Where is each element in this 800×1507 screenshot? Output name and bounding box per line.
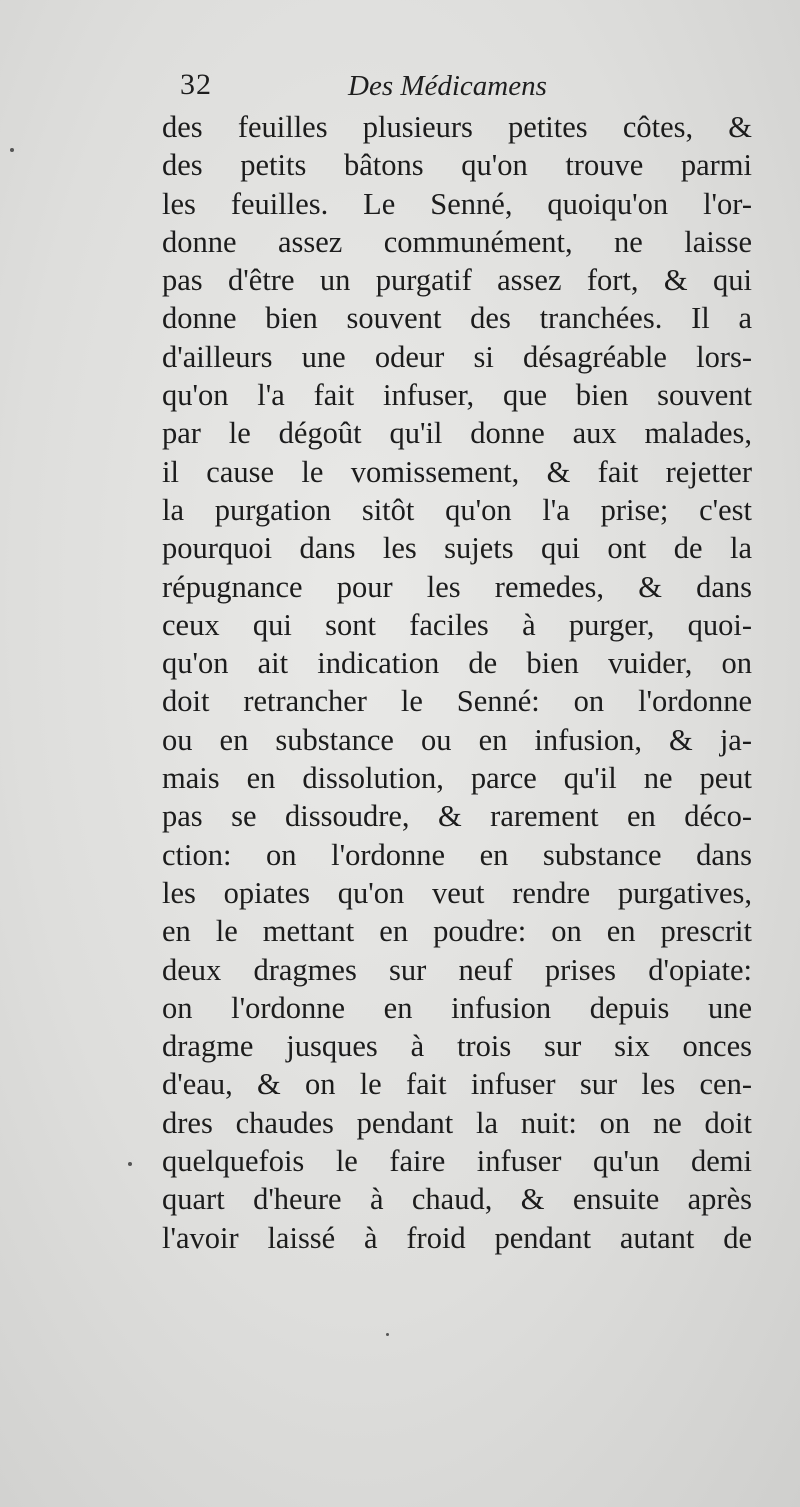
text-line: d'ailleurs une odeur si désagréable lors- <box>162 339 752 374</box>
text-line: des petits bâtons qu'on trouve parmi <box>162 148 752 183</box>
paper-speck <box>128 1162 132 1166</box>
paper-speck <box>386 1333 389 1336</box>
text-line: quelquefois le faire infuser qu'un demi <box>162 1144 752 1179</box>
text-line: deux dragmes sur neuf prises d'opiate: <box>162 952 752 987</box>
text-line: pourquoi dans les sujets qui ont de la <box>162 531 752 566</box>
text-line: répugnance pour les remedes, & dans <box>162 569 752 604</box>
text-line: donne bien souvent des tranchées. Il a <box>162 301 752 336</box>
text-line: donne assez communément, ne laisse <box>162 224 752 259</box>
text-line: dres chaudes pendant la nuit: on ne doit <box>162 1105 752 1140</box>
text-line: les feuilles. Le Senné, quoiqu'on l'or- <box>162 186 752 221</box>
text-line: quart d'heure à chaud, & ensuite après <box>162 1182 752 1217</box>
text-line: la purgation sitôt qu'on l'a prise; c'est <box>162 492 752 527</box>
text-line: pas d'être un purgatif assez fort, & qui <box>162 263 752 298</box>
text-line: il cause le vomissement, & fait rejetter <box>162 454 752 489</box>
running-title: Des Médicamens <box>348 70 547 102</box>
text-line: ction: on l'ordonne en substance dans <box>162 837 752 872</box>
text-line: on l'ordonne en infusion depuis une <box>162 990 752 1025</box>
text-line: pas se dissoudre, & rarement en déco- <box>162 799 752 834</box>
text-line: dragme jusques à trois sur six onces <box>162 1029 752 1064</box>
text-line: ou en substance ou en infusion, & ja- <box>162 722 752 757</box>
text-line: doit retrancher le Senné: on l'ordonne <box>162 684 752 719</box>
paper-speck <box>10 148 14 152</box>
text-line: ceux qui sont faciles à purger, quoi- <box>162 607 752 642</box>
text-line: d'eau, & on le fait infuser sur les cen- <box>162 1067 752 1102</box>
text-line: des feuilles plusieurs petites côtes, & <box>162 110 752 144</box>
text-line: qu'on ait indication de bien vuider, on <box>162 646 752 681</box>
text-line: mais en dissolution, parce qu'il ne peut <box>162 761 752 796</box>
text-line: qu'on l'a fait infuser, que bien souvent <box>162 378 752 413</box>
page-header <box>180 68 740 112</box>
text-line: par le dégoût qu'il donne aux malades, <box>162 416 752 451</box>
text-line: les opiates qu'on veut rendre purgatives, <box>162 875 752 910</box>
page-number: 32 <box>180 68 212 101</box>
body-text <box>162 108 752 1257</box>
text-line: l'avoir laissé à froid pendant autant de <box>162 1220 752 1255</box>
text-line: en le mettant en poudre: on en prescrit <box>162 914 752 949</box>
